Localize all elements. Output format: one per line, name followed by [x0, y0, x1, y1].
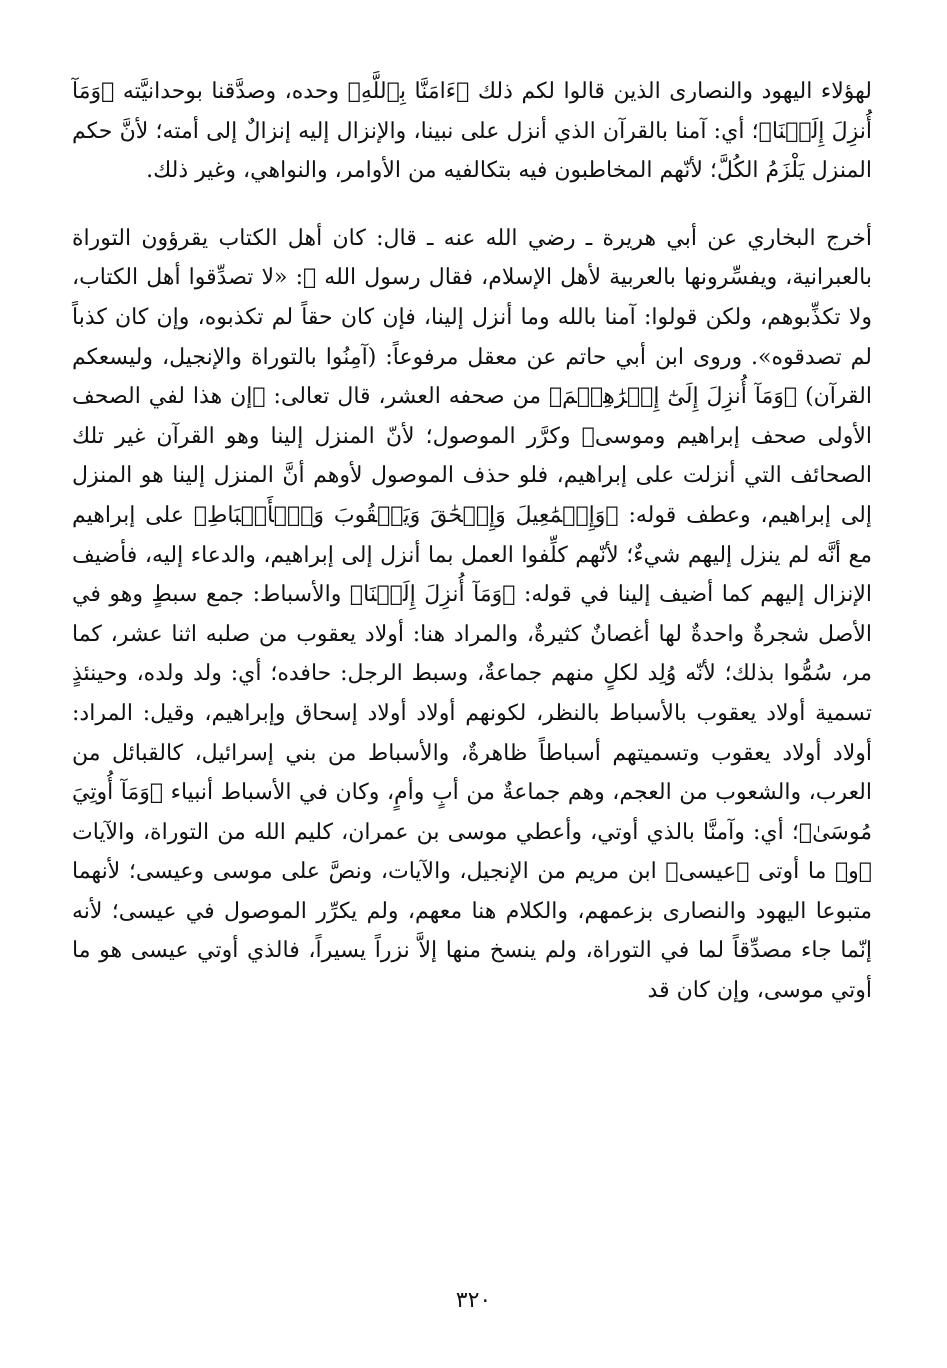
paragraph-gap [72, 191, 872, 219]
paragraph-1: لهؤلاء اليهود والنصارى الذين قالوا لكم ذلك ﴿ءَامَنَّا بِٱللَّهِ﴾ وحده، وصدَّقنا بوحدانيَّته ﴿وَمَآ أُنزِلَ إِلَيۡنَا﴾؛ أي: آمنا بالقرآن الذي أنزل على نبينا، والإنزال إليه إنزالٌ إلى أمته؛ لأنَّ حكم المنزل يَلْزَمُ الكُلَّ؛ لأنّهم المخاطبون فيه بتكالفيه من الأوامر، والنواهي، وغير ذلك. [72, 79, 872, 184]
page-number: ٣٢٠ [455, 1288, 492, 1313]
paragraph-2: أخرج البخاري عن أبي هريرة ـ رضي الله عنه ـ قال: كان أهل الكتاب يقرؤون التوراة بالعبرانية، ويفسِّرونها بالعربية لأهل الإسلام، فقال رسول الله ﷺ: «لا تصدِّقوا أهل الكتاب، ولا تكذِّبوهم، ولكن قولوا: آمنا بالله وما أنزل إلينا، فإن كان حقاً لم تكذبوه، وإن كان كذباً لم تصدقوه». وروى ابن أبي حاتم عن معقل مرفوعاً: (آمِنُوا بالتوراة والإنجيل، وليسعكم القرآن) ﴿وَمَآ أُنزِلَ إِلَىٰٓ إِبۡرَٰهِـۧمَ﴾ من صحفه العشر، قال تعالى: ﴿إن هذا لفي الصحف الأولى صحف إبراهيم وموسى﴾ وكرَّر الموصول؛ لأنّ المنزل إلينا وهو القرآن غير تلك الصحائف التي أنزلت على إبراهيم، فلو حذف الموصول لأوهم أنَّ المنزل إلينا هو المنزل إلى إبراهيم، وعطف قوله: ﴿وَإِسۡمَٰعِيلَ وَإِسۡحَٰقَ وَيَعۡقُوبَ وَٱلۡأَسۡبَاطِ﴾ على إبراهيم مع أنَّه لم ينزل إليهم شيءٌ؛ لأنّهم كلِّفوا العمل بما أنزل إلى إبراهيم، والدعاء إليه، فأضيف الإنزال إليهم كما أضيف إلينا في قوله: ﴿وَمَآ أُنزِلَ إِلَيۡنَا﴾ والأسباط: جمع سبطٍ وهو في الأصل شجرةٌ واحدةٌ لها أغصانٌ كثيرةٌ، والمراد هنا: أولاد يعقوب من صلبه اثنا عشر، كما مر، سُمُّوا بذلك؛ لأنّه وُلِد لكلٍ منهم جماعةٌ، وسبط الرجل: حافده؛ أي: ولد ولده، وحينئذٍ تسمية أولاد يعقوب بالأسباط بالنظر، لكونهم أولاد أولاد إسحاق وإبراهيم، وقيل: المراد: أولاد أولاد يعقوب وتسميتهم أسباطاً ظاهرةٌ، والأسباط من بني إسرائيل، كالقبائل من العرب، والشعوب من العجم، وهم جماعةٌ من أبٍ وأمٍ، وكان في الأسباط أنبياء ﴿وَمَآ أُوتِيَ مُوسَىٰ﴾؛ أي: وآمنَّا بالذي أوتي، وأعطي موسى بن عمران، كليم الله من التوراة، والآيات ﴿و﴾ ما أوتى ﴿عيسى﴾ ابن مريم من الإنجيل، والآيات، ونصَّ على موسى وعيسى؛ لأنهما متبوعا اليهود والنصارى بزعمهم، والكلام هنا معهم، ولم يكرِّر الموصول في عيسى؛ لأنه إنّما جاء مصدِّقاً لما في التوراة، ولم ينسخ منها إلاَّ نزراً يسيراً، فالذي أوتي عيسى هو ما أوتي موسى، وإن كان قد [72, 225, 872, 1004]
page-body [72, 72, 872, 1302]
